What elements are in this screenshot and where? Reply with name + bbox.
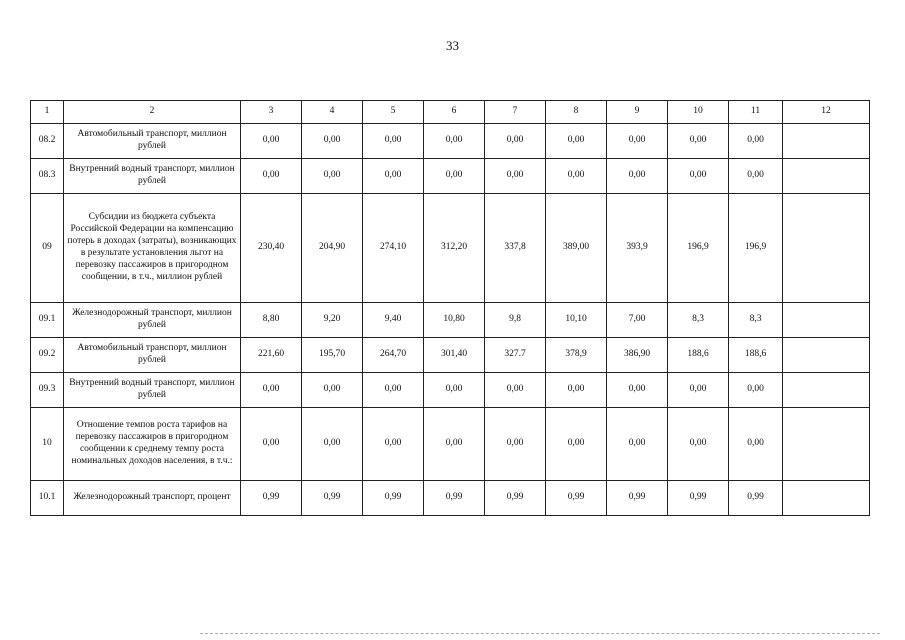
value-cell: 274,10 [363,194,424,303]
value-cell [783,194,870,303]
header-cell: 6 [424,101,485,124]
value-cell: 0,00 [241,408,302,481]
value-cell: 0,00 [668,373,729,408]
header-cell: 12 [783,101,870,124]
value-cell: 312,20 [424,194,485,303]
row-name: Субсидии из бюджета субъекта Российской Федерации на компенсацию потерь в доходах (затраты), возникающих в результате установления льгот на перевозку пассажиров в пригородном сообщении, в т.ч., миллион рублей [64,194,241,303]
header-cell: 8 [546,101,607,124]
value-cell: 0,00 [302,124,363,159]
row-name: Железнодорожный транспорт, миллион рублей [64,303,241,338]
value-cell: 0,00 [607,124,668,159]
value-cell: 7,00 [607,303,668,338]
value-cell: 0,00 [241,159,302,194]
header-cell: 5 [363,101,424,124]
value-cell [783,159,870,194]
bottom-divider [200,633,880,634]
value-cell: 0,00 [485,124,546,159]
value-cell: 8,3 [729,303,783,338]
table-row [31,373,870,408]
value-cell: 188,6 [668,338,729,373]
value-cell: 195,70 [302,338,363,373]
value-cell: 0,00 [546,408,607,481]
value-cell: 393,9 [607,194,668,303]
value-cell [783,124,870,159]
value-cell: 0,00 [729,373,783,408]
value-cell: 0,00 [729,124,783,159]
header-cell: 9 [607,101,668,124]
table-row [31,481,870,516]
page-number: 33 [446,38,459,53]
table-row [31,303,870,338]
value-cell: 0,99 [668,481,729,516]
value-cell: 0,00 [729,159,783,194]
table-row [31,159,870,194]
value-cell: 0,99 [729,481,783,516]
value-cell: 0,00 [607,159,668,194]
value-cell: 10,80 [424,303,485,338]
value-cell: 386,90 [607,338,668,373]
value-cell: 0,00 [546,159,607,194]
header-cell: 4 [302,101,363,124]
value-cell: 0,99 [546,481,607,516]
value-cell: 0,00 [668,159,729,194]
value-cell: 301,40 [424,338,485,373]
value-cell: 0,99 [607,481,668,516]
value-cell: 230,40 [241,194,302,303]
value-cell: 0,00 [363,373,424,408]
value-cell: 0,00 [302,373,363,408]
value-cell: 0,00 [241,124,302,159]
data-table [30,100,870,516]
value-cell [783,303,870,338]
value-cell: 264,70 [363,338,424,373]
value-cell: 0,00 [363,124,424,159]
value-cell [783,481,870,516]
value-cell: 0,00 [424,124,485,159]
value-cell: 0,00 [363,408,424,481]
value-cell: 9,8 [485,303,546,338]
row-code: 09 [31,194,64,303]
table-row [31,408,870,481]
value-cell: 0,00 [668,408,729,481]
value-cell: 0,00 [607,373,668,408]
value-cell: 9,40 [363,303,424,338]
row-code: 09.2 [31,338,64,373]
value-cell: 0,99 [363,481,424,516]
row-code: 09.3 [31,373,64,408]
value-cell: 0,00 [546,373,607,408]
value-cell: 10,10 [546,303,607,338]
value-cell: 0,00 [546,124,607,159]
header-cell: 11 [729,101,783,124]
value-cell: 389,00 [546,194,607,303]
row-name: Железнодорожный транспорт, процент [64,481,241,516]
value-cell [783,373,870,408]
row-name: Автомобильный транспорт, миллион рублей [64,124,241,159]
value-cell: 337,8 [485,194,546,303]
value-cell: 196,9 [668,194,729,303]
row-name: Внутренний водный транспорт, миллион рублей [64,159,241,194]
value-cell [783,408,870,481]
value-cell: 188,6 [729,338,783,373]
value-cell: 8,80 [241,303,302,338]
value-cell: 0,00 [729,408,783,481]
header-cell: 7 [485,101,546,124]
value-cell: 0,99 [424,481,485,516]
value-cell: 0,00 [424,408,485,481]
value-cell: 0,00 [485,373,546,408]
header-cell: 3 [241,101,302,124]
value-cell: 0,00 [241,373,302,408]
row-code: 08.2 [31,124,64,159]
value-cell: 378,9 [546,338,607,373]
value-cell: 0,99 [485,481,546,516]
value-cell: 0,00 [668,124,729,159]
table-row [31,338,870,373]
value-cell: 8,3 [668,303,729,338]
value-cell: 0,99 [241,481,302,516]
row-name: Автомобильный транспорт, миллион рублей [64,338,241,373]
value-cell: 0,00 [485,408,546,481]
row-name: Внутренний водный транспорт, миллион рублей [64,373,241,408]
value-cell: 0,00 [607,408,668,481]
value-cell: 0,00 [424,373,485,408]
row-code: 10.1 [31,481,64,516]
table-row [31,194,870,303]
value-cell [783,338,870,373]
value-cell: 0,00 [424,159,485,194]
value-cell: 0,00 [363,159,424,194]
table-row [31,124,870,159]
row-code: 08.3 [31,159,64,194]
header-cell: 10 [668,101,729,124]
value-cell: 196,9 [729,194,783,303]
value-cell: 327.7 [485,338,546,373]
header-cell: 2 [64,101,241,124]
row-name: Отношение темпов роста тарифов на перевозку пассажиров в пригородном сообщении к среднему темпу роста номинальных доходов населения, в т.ч.: [64,408,241,481]
value-cell: 221,60 [241,338,302,373]
value-cell: 204,90 [302,194,363,303]
row-code: 10 [31,408,64,481]
value-cell: 0,99 [302,481,363,516]
table-header-row [31,101,870,124]
value-cell: 0,00 [302,408,363,481]
value-cell: 9,20 [302,303,363,338]
value-cell: 0,00 [302,159,363,194]
header-cell: 1 [31,101,64,124]
row-code: 09.1 [31,303,64,338]
value-cell: 0,00 [485,159,546,194]
